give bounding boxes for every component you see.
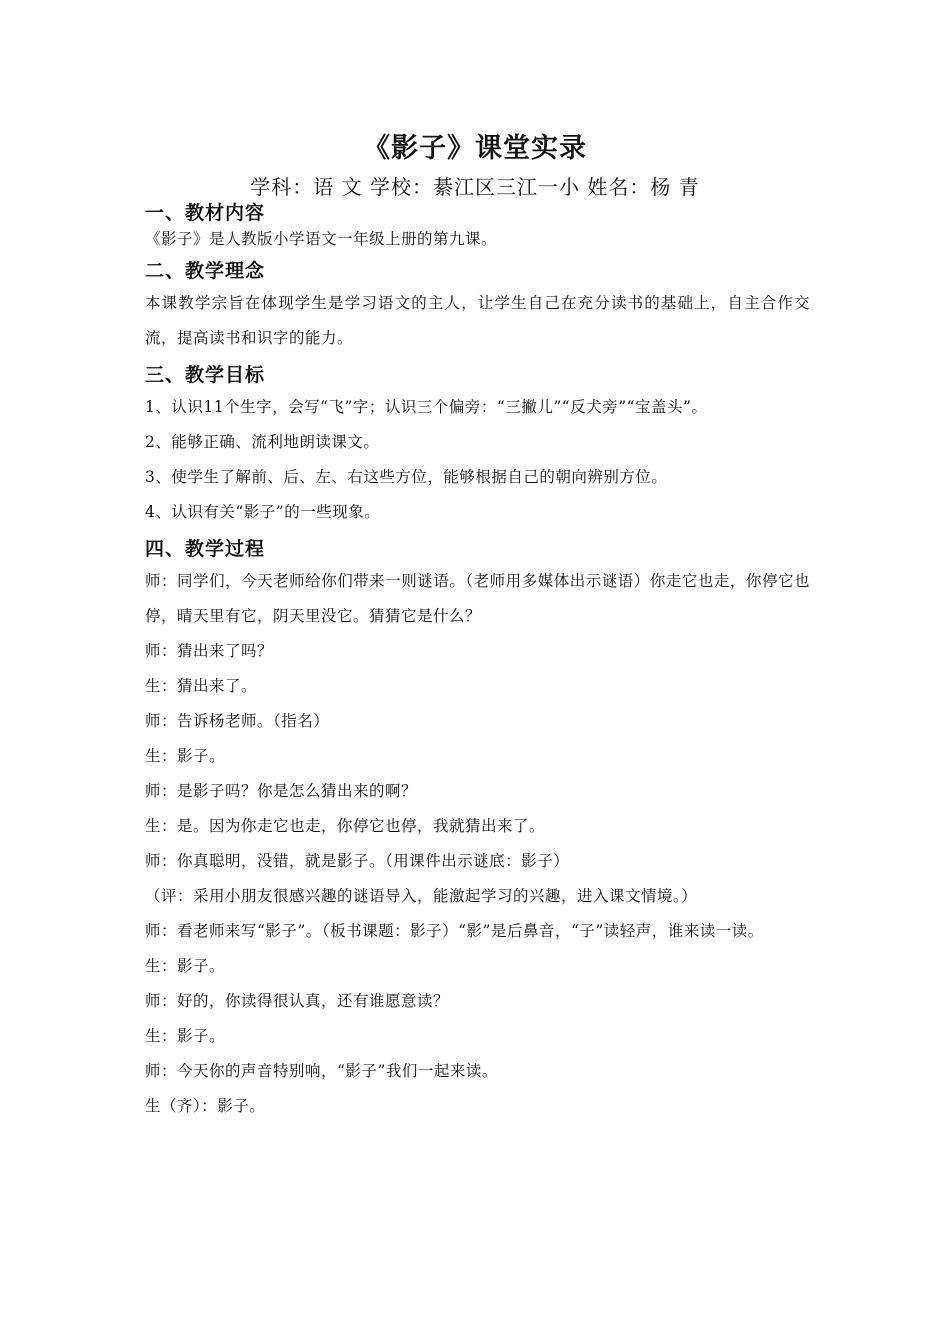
dialogue-line: 师：是影子吗？你是怎么猜出来的啊？ bbox=[145, 782, 418, 800]
dialogue-line: 生：是。因为你走它也走，你停它也停，我就猜出来了。 bbox=[145, 817, 546, 835]
objective-item: 2、能够正确、流利地朗读课文。 bbox=[145, 433, 380, 451]
objective-item: 1、认识11个生字，会写“飞”字；认识三个偏旁：“三撇儿”“反犬旁”“宝盖头”。 bbox=[145, 398, 708, 416]
dialogue-line: 生：影子。 bbox=[145, 957, 226, 975]
dialogue-line: 师：猜出来了吗？ bbox=[145, 642, 274, 660]
dialogue-line: 师：告诉杨老师。（指名） bbox=[145, 712, 330, 730]
paragraph: 本课教学宗旨在体现学生是学习语文的主人，让学生自己在充分读书的基础上，自主合作交流，提高读书和识字的能力。 bbox=[145, 294, 810, 347]
paragraph: 《影子》是人教版小学语文一年级上册的第九课。 bbox=[145, 230, 498, 248]
dialogue-line: 师：同学们，今天老师给你们带来一则谜语。（老师用多媒体出示谜语）你走它也走，你停它也停，晴天里有它，阴天里没它。猜猜它是什么？ bbox=[145, 572, 810, 625]
document-title: 《影子》课堂实录 bbox=[363, 133, 587, 164]
document-body bbox=[145, 198, 810, 1124]
dialogue-line: 师：好的，你读得很认真，还有谁愿意读？ bbox=[145, 992, 450, 1010]
dialogue-line: 生：影子。 bbox=[145, 747, 226, 765]
dialogue-line: 生：猜出来了。 bbox=[145, 677, 258, 695]
comment-line: （评：采用小朋友很感兴趣的谜语导入，能激起学习的兴趣，进入课文情境。） bbox=[145, 887, 698, 905]
section-teaching-objectives bbox=[145, 360, 810, 530]
dialogue-line: 师：你真聪明，没错，就是影子。（用课件出示谜底：影子） bbox=[145, 852, 570, 870]
objective-item: 3、使学生了解前、后、左、右这些方位，能够根据自己的朝向辨别方位。 bbox=[145, 468, 668, 486]
dialogue-line: 生（齐）：影子。 bbox=[145, 1097, 266, 1115]
dialogue-line: 师：今天你的声音特别响，“影子”我们一起来读。 bbox=[145, 1062, 498, 1080]
section-heading: 四、教学过程 bbox=[145, 538, 266, 560]
dialogue-line: 生：影子。 bbox=[145, 1027, 226, 1045]
section-heading: 一、教材内容 bbox=[145, 202, 266, 224]
section-heading: 三、教学目标 bbox=[145, 364, 266, 386]
objective-item: 4、认识有关“影子”的一些现象。 bbox=[145, 503, 381, 521]
document-subtitle: 学科：语 文 学校：綦江区三江一小 姓名：杨 青 bbox=[250, 175, 700, 199]
section-heading: 二、教学理念 bbox=[145, 260, 266, 282]
dialogue-line: 师：看老师来写“影子”。（板书课题：影子）“影”是后鼻音，“子”读轻声，谁来读一读。 bbox=[145, 922, 764, 940]
section-teaching-philosophy bbox=[145, 256, 810, 356]
section-teaching-process bbox=[145, 534, 810, 1124]
section-textbook-content bbox=[145, 198, 810, 250]
